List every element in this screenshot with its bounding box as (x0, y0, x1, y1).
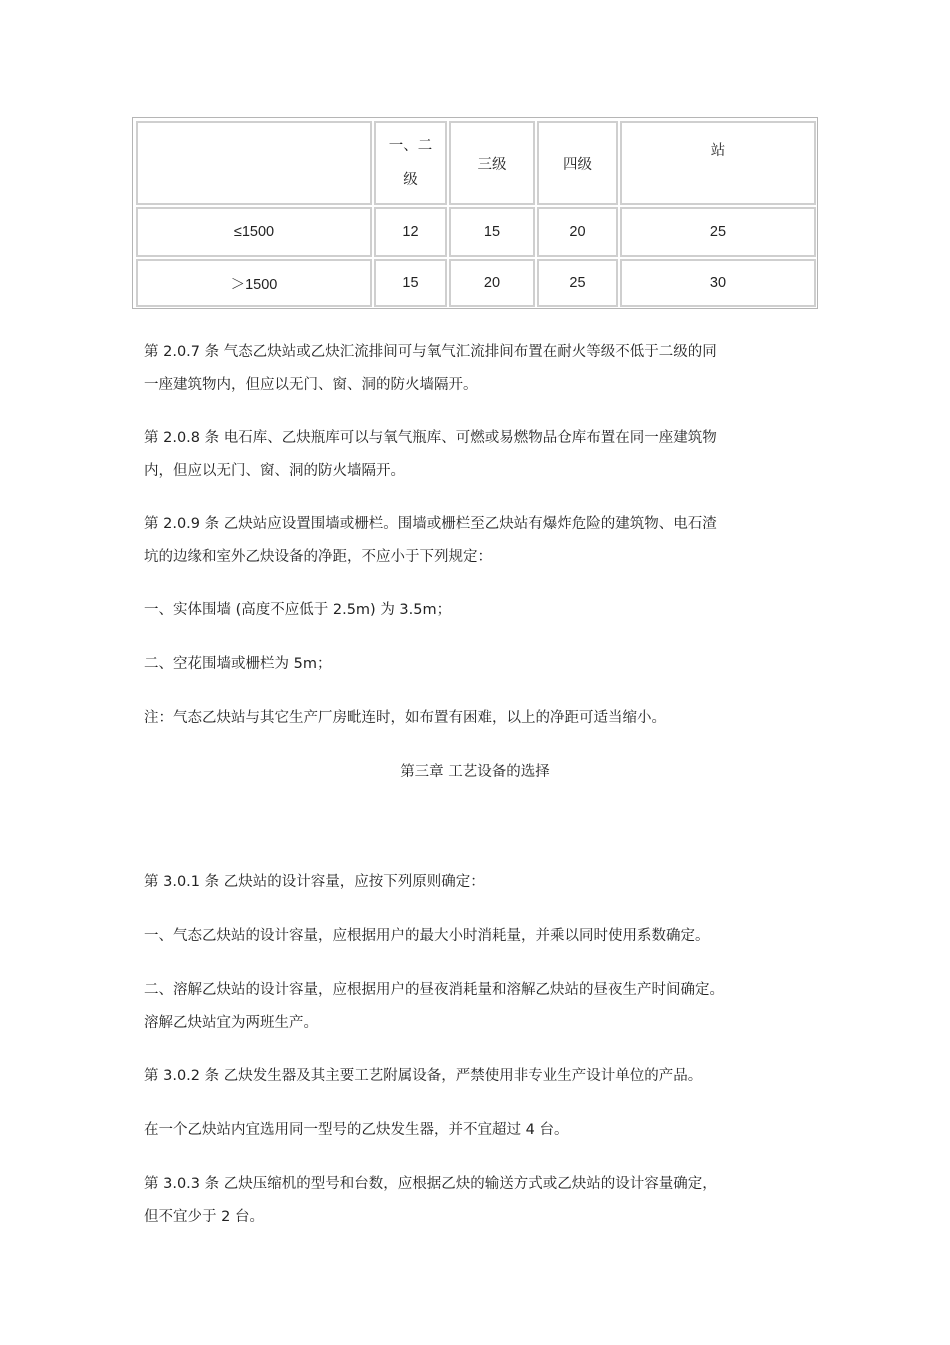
distance-table (132, 117, 818, 309)
table-cell: 15 (449, 207, 535, 257)
article-3-0-1-item1: 一、气态乙炔站的设计容量，应根据用户的最大小时消耗量，并乘以同时使用系数确定。 (144, 928, 710, 944)
article-3-0-2-extra: 在一个乙炔站内宜选用同一型号的乙炔发生器，并不宜超过 4 台。 (144, 1122, 569, 1138)
table-header-cell (374, 121, 447, 205)
chapter-title: 第三章 工艺设备的选择 (400, 764, 550, 780)
table-cell: 30 (620, 259, 816, 307)
table-header-cell (136, 121, 372, 205)
table-cell: ＞1500 (136, 259, 372, 307)
table-cell: ≤1500 (136, 207, 372, 257)
table-header-label: 一、二 级 (388, 138, 433, 188)
article-2-0-8-line1: 第 2.0.8 条 电石库、乙炔瓶库可以与氧气瓶库、可燃或易燃物品仓库布置在同一座建筑物 (144, 430, 717, 446)
table-cell: 12 (374, 207, 447, 257)
table-cell: 25 (620, 207, 816, 257)
article-2-0-7-line1: 第 2.0.7 条 气态乙炔站或乙炔汇流排间可与氧气汇流排间布置在耐火等级不低于二级的同 (144, 344, 717, 360)
table-cell: 20 (537, 207, 618, 257)
table-header-cell: 四级 (537, 121, 618, 205)
article-3-0-1: 第 3.0.1 条 乙炔站的设计容量，应按下列原则确定： (144, 874, 485, 890)
article-2-0-9-line2: 坑的边缘和室外乙炔设备的净距，不应小于下列规定： (144, 549, 492, 565)
table-header-cell: 站 (620, 121, 816, 205)
table-cell: 20 (449, 259, 535, 307)
article-2-0-8-line2: 内，但应以无门、窗、洞的防火墙隔开。 (144, 463, 405, 479)
list-item-solid-wall: 一、实体围墙 (高度不应低于 2.5m) 为 3.5m； (144, 602, 452, 618)
article-3-0-1-item2-line1: 二、溶解乙炔站的设计容量，应根据用户的昼夜消耗量和溶解乙炔站的昼夜生产时间确定。 (144, 982, 724, 998)
table-header-cell: 三级 (449, 121, 535, 205)
article-2-0-9-line1: 第 2.0.9 条 乙炔站应设置围墙或栅栏。围墙或栅栏至乙炔站有爆炸危险的建筑物、电石渣 (144, 516, 717, 532)
note: 注：气态乙炔站与其它生产厂房毗连时，如布置有困难，以上的净距可适当缩小。 (144, 710, 666, 726)
table-cell: 25 (537, 259, 618, 307)
article-2-0-7-line2: 一座建筑物内，但应以无门、窗、洞的防火墙隔开。 (144, 377, 478, 393)
article-3-0-2: 第 3.0.2 条 乙炔发生器及其主要工艺附属设备，严禁使用非专业生产设计单位的产品。 (144, 1068, 703, 1084)
list-item-open-fence: 二、空花围墙或栅栏为 5m； (144, 656, 332, 672)
article-3-0-3-line2: 但不宜少于 2 台。 (144, 1209, 264, 1225)
article-3-0-3-line1: 第 3.0.3 条 乙炔压缩机的型号和台数，应根据乙炔的输送方式或乙炔站的设计容量确定， (144, 1176, 717, 1192)
article-3-0-1-item2-line2: 溶解乙炔站宜为两班生产。 (144, 1015, 318, 1031)
table-cell: 15 (374, 259, 447, 307)
